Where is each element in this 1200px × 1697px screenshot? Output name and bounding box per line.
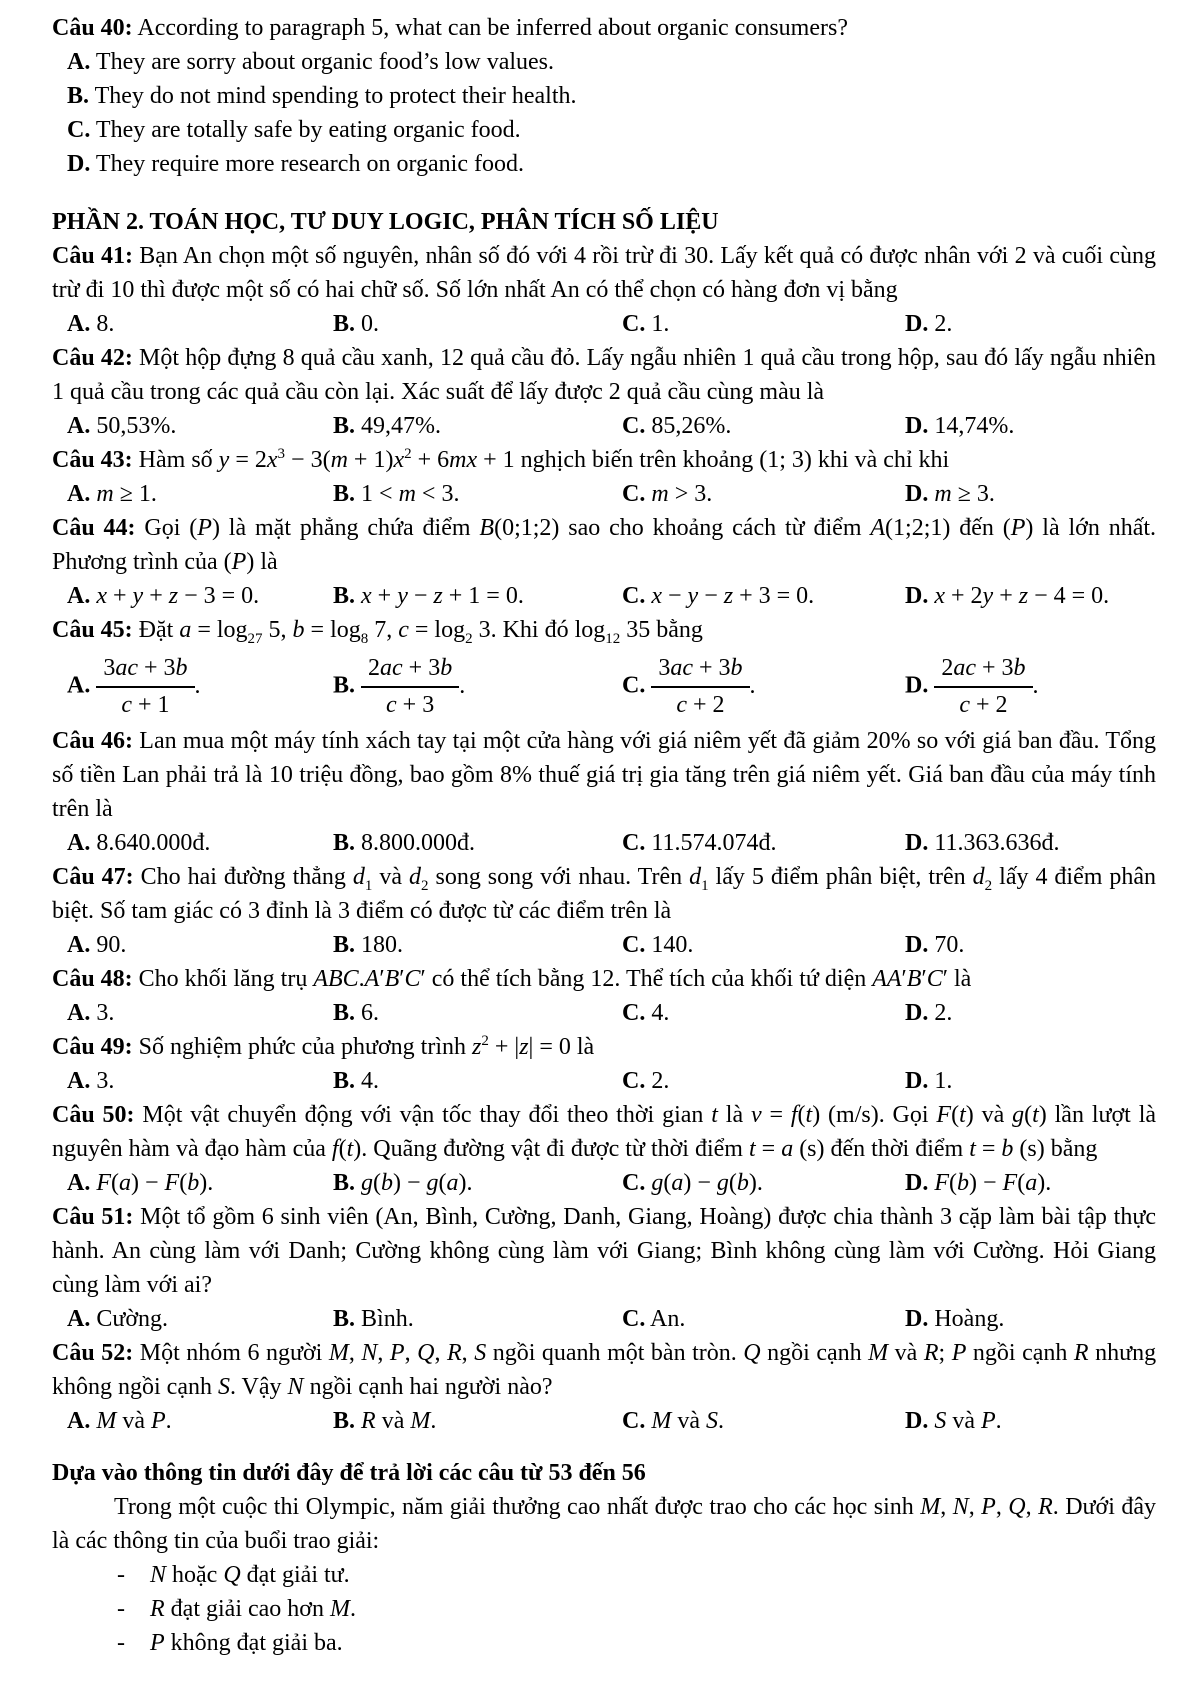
question-body: Cho khối lăng trụ ABC.A′B′C′ có thể tích bằng 12. Thể tích của khối tứ diện AA′B′C′ là xyxy=(138,966,972,992)
question-45 xyxy=(52,613,1156,647)
option-text: They require more research on organic food. xyxy=(95,151,524,177)
option-d xyxy=(67,147,1156,181)
option-c: C. M và S. xyxy=(622,1408,724,1434)
option-a: A. 90. xyxy=(67,932,127,958)
option-key: D. xyxy=(67,151,91,177)
question-49-options xyxy=(52,1064,1156,1098)
option-text: They do not mind spending to protect their health. xyxy=(94,83,577,109)
list-item xyxy=(52,1558,1156,1592)
question-body: Bạn An chọn một số nguyên, nhân số đó với 4 rồi trừ đi 30. Lấy kết quả có được nhân với 2 và cuối cùng trừ đi 10 thì được một số có hai chữ số. Số lớn nhất An có thể chọn có hàng đơn vị bằng xyxy=(52,243,1157,303)
question-50-options xyxy=(52,1166,1156,1200)
question-body: Gọi (P) là mặt phẳng chứa điểm B(0;1;2) sao cho khoảng cách từ điểm A(1;2;1) đến (P) là lớn nhất. Phương trình của (P) là xyxy=(52,515,1157,575)
option-c xyxy=(67,113,1156,147)
question-47 xyxy=(52,860,1156,928)
question-51-options xyxy=(52,1302,1156,1336)
option-d: D. $\frac{2ac + 3b}{c + 2}$ . xyxy=(905,652,1156,722)
option-d: D. 70. xyxy=(905,932,965,958)
option-b: B. 6. xyxy=(333,1000,380,1026)
option-b: B. 8.800.000đ. xyxy=(333,830,476,856)
option-c: C. x − y − z + 3 = 0. xyxy=(622,583,815,609)
option-d: D. m ≥ 3. xyxy=(905,481,995,507)
option-c: C. 140. xyxy=(622,932,694,958)
question-label: Câu 40: xyxy=(52,15,133,41)
question-47-options xyxy=(52,928,1156,962)
option-a xyxy=(67,45,1156,79)
option-b: B. 1 < m < 3. xyxy=(333,481,460,507)
option-text: They are totally safe by eating organic food. xyxy=(95,117,521,143)
question-52 xyxy=(52,1336,1156,1404)
question-body: Hàm số $y = 2x^3 - 3(m + 1)x^2 + 6mx + 1$ nghịch biến trên khoảng (1; 3) khi và chỉ khi xyxy=(138,446,950,473)
option-c: C. g(a) − g(b). xyxy=(622,1170,763,1196)
option-a: A. 8. xyxy=(67,311,115,337)
info-block-intro: Trong một cuộc thi Olympic, năm giải thưởng cao nhất được trao cho các học sinh M, N, P, Q, R. Dưới đây là các thông tin của buổi trao giải: xyxy=(52,1494,1157,1554)
question-body: According to paragraph 5, what can be inferred about organic consumers? xyxy=(137,15,848,41)
question-label: Câu 52: xyxy=(52,1340,134,1366)
bullet-text: P không đạt giải ba. xyxy=(150,1630,343,1656)
question-label: Câu 42: xyxy=(52,345,133,371)
question-48-options xyxy=(52,996,1156,1030)
question-body: Lan mua một máy tính xách tay tại một cửa hàng với giá niêm yết đã giảm 20% so với giá ban đầu. Tổng số tiền Lan phải trả là 10 triệu đồng, bao gồm 8% thuế giá trị gia tăng trên giá niêm yết. Giá ban đầu của máy tính trên là xyxy=(52,728,1157,822)
question-45-options xyxy=(52,652,1156,722)
option-a: A. 50,53%. xyxy=(67,413,177,439)
option-d: D. 1. xyxy=(905,1068,953,1094)
option-d: D. 2. xyxy=(905,1000,953,1026)
bullet-dash: - xyxy=(117,1562,125,1588)
question-body: Đặt $a = \log_{27} 5$, $b = \log_8 7$, $c = \log_2 3$. Khi đó $\log_{12} 35$ bằng xyxy=(138,617,703,647)
option-a: A. F(a) − F(b). xyxy=(67,1170,214,1196)
bullet-text: N hoặc Q đạt giải tư. xyxy=(150,1562,350,1588)
bullet-dash: - xyxy=(117,1630,125,1656)
option-b xyxy=(67,79,1156,113)
question-50 xyxy=(52,1098,1156,1166)
question-body: Cho hai đường thẳng $d_1$ và $d_2$ song song với nhau. Trên $d_1$ lấy 5 điểm phân biệt, trên $d_2$ lấy 4 điểm phân biệt. Số tam giác có 3 đỉnh là 3 điểm có được từ các điểm trên là xyxy=(52,864,1157,924)
option-d: D. 11.363.636đ. xyxy=(905,830,1060,856)
question-body: Một tổ gồm 6 sinh viên (An, Bình, Cường, Danh, Giang, Hoàng) được chia thành 3 cặp làm bài tập thực hành. An cùng làm với Danh; Cường không cùng làm với Giang; Bình không cùng làm với Cường. Hỏi Giang cùng làm với ai? xyxy=(52,1204,1156,1298)
option-a: A. $\frac{3ac + 3b}{c + 1}$ . xyxy=(67,652,333,722)
question-label: Câu 41: xyxy=(52,243,133,269)
option-a: A. 3. xyxy=(67,1068,115,1094)
question-44 xyxy=(52,511,1156,579)
option-a: A. m ≥ 1. xyxy=(67,481,157,507)
option-key: C. xyxy=(67,117,91,143)
option-c: C. m > 3. xyxy=(622,481,713,507)
question-label: Câu 47: xyxy=(52,864,134,890)
question-body: Một vật chuyển động với vận tốc thay đổi theo thời gian t là v = f(t) (m/s). Gọi F(t) và g(t) lần lượt là nguyên hàm và đạo hàm của f(t). Quãng đường vật đi được từ thời điểm t = a (s) đến thời điểm t = b (s) bằng xyxy=(52,1102,1157,1162)
option-key: B. xyxy=(67,83,90,109)
question-44-options xyxy=(52,579,1156,613)
question-52-options xyxy=(52,1404,1156,1438)
bullet-dash: - xyxy=(117,1596,125,1622)
option-b: B. 4. xyxy=(333,1068,380,1094)
question-label: Câu 51: xyxy=(52,1204,134,1230)
question-label: Câu 45: xyxy=(52,617,133,643)
option-d: D. S và P. xyxy=(905,1408,1002,1434)
part2-header: PHẦN 2. TOÁN HỌC, TƯ DUY LOGIC, PHÂN TÍCH SỐ LIỆU xyxy=(52,209,719,235)
question-label: Câu 43: xyxy=(52,447,133,473)
question-label: Câu 46: xyxy=(52,728,133,754)
option-text: They are sorry about organic food’s low values. xyxy=(95,49,555,75)
option-c: C. An. xyxy=(622,1306,686,1332)
question-label: Câu 49: xyxy=(52,1034,133,1060)
question-body: Số nghiệm phức của phương trình $z^2 + |z| = 0$ là xyxy=(138,1033,595,1060)
option-b: B. 49,47%. xyxy=(333,413,442,439)
question-43 xyxy=(52,443,1156,477)
question-label: Câu 50: xyxy=(52,1102,135,1128)
question-41-options xyxy=(52,307,1156,341)
option-d: D. Hoàng. xyxy=(905,1306,1005,1332)
option-d: D. F(b) − F(a). xyxy=(905,1170,1052,1196)
question-46 xyxy=(52,724,1156,826)
question-48 xyxy=(52,962,1156,996)
info-block-header: Dựa vào thông tin dưới đây để trả lời các câu từ 53 đến 56 xyxy=(52,1460,646,1486)
option-b: B. Bình. xyxy=(333,1306,414,1332)
question-43-options xyxy=(52,477,1156,511)
option-d: D. 14,74%. xyxy=(905,413,1015,439)
option-c: C. 1. xyxy=(622,311,670,337)
question-42-options xyxy=(52,409,1156,443)
option-c: C. 2. xyxy=(622,1068,670,1094)
option-b: B. 0. xyxy=(333,311,380,337)
question-40-options xyxy=(52,45,1156,181)
option-d: D. 2. xyxy=(905,311,953,337)
option-a: A. 8.640.000đ. xyxy=(67,830,211,856)
option-b: B. 180. xyxy=(333,932,404,958)
question-40 xyxy=(52,11,1156,45)
option-b: B. $\frac{2ac + 3b}{c + 3}$ . xyxy=(333,652,622,722)
option-c: C. 4. xyxy=(622,1000,670,1026)
list-item xyxy=(52,1626,1156,1660)
question-49 xyxy=(52,1030,1156,1064)
option-b: B. x + y − z + 1 = 0. xyxy=(333,583,524,609)
option-a: A. 3. xyxy=(67,1000,115,1026)
question-51 xyxy=(52,1200,1156,1302)
option-c: C. $\frac{3ac + 3b}{c + 2}$ . xyxy=(622,652,905,722)
option-a: A. x + y + z − 3 = 0. xyxy=(67,583,260,609)
option-b: B. g(b) − g(a). xyxy=(333,1170,473,1196)
option-d: D. x + 2y + z − 4 = 0. xyxy=(905,583,1110,609)
option-c: C. 85,26%. xyxy=(622,413,732,439)
question-label: Câu 48: xyxy=(52,966,133,992)
question-label: Câu 44: xyxy=(52,515,136,541)
bullet-text: R đạt giải cao hơn M. xyxy=(150,1596,356,1622)
list-item xyxy=(52,1592,1156,1626)
option-c: C. 11.574.074đ. xyxy=(622,830,777,856)
option-key: A. xyxy=(67,49,91,75)
question-46-options xyxy=(52,826,1156,860)
option-a: A. Cường. xyxy=(67,1306,169,1332)
question-42 xyxy=(52,341,1156,409)
option-b: B. R và M. xyxy=(333,1408,437,1434)
question-body: Một hộp đựng 8 quả cầu xanh, 12 quả cầu đỏ. Lấy ngẫu nhiên 1 quả cầu trong hộp, sau đó lấy ngẫu nhiên 1 quả cầu trong các quả cầu còn lại. Xác suất để lấy được 2 quả cầu cùng màu là xyxy=(52,345,1156,405)
question-body: Một nhóm 6 người M, N, P, Q, R, S ngồi quanh một bàn tròn. Q ngồi cạnh M và R; P ngồi cạnh R nhưng không ngồi cạnh S. Vậy N ngồi cạnh hai người nào? xyxy=(52,1340,1157,1400)
option-a: A. M và P. xyxy=(67,1408,172,1434)
question-41 xyxy=(52,239,1156,307)
